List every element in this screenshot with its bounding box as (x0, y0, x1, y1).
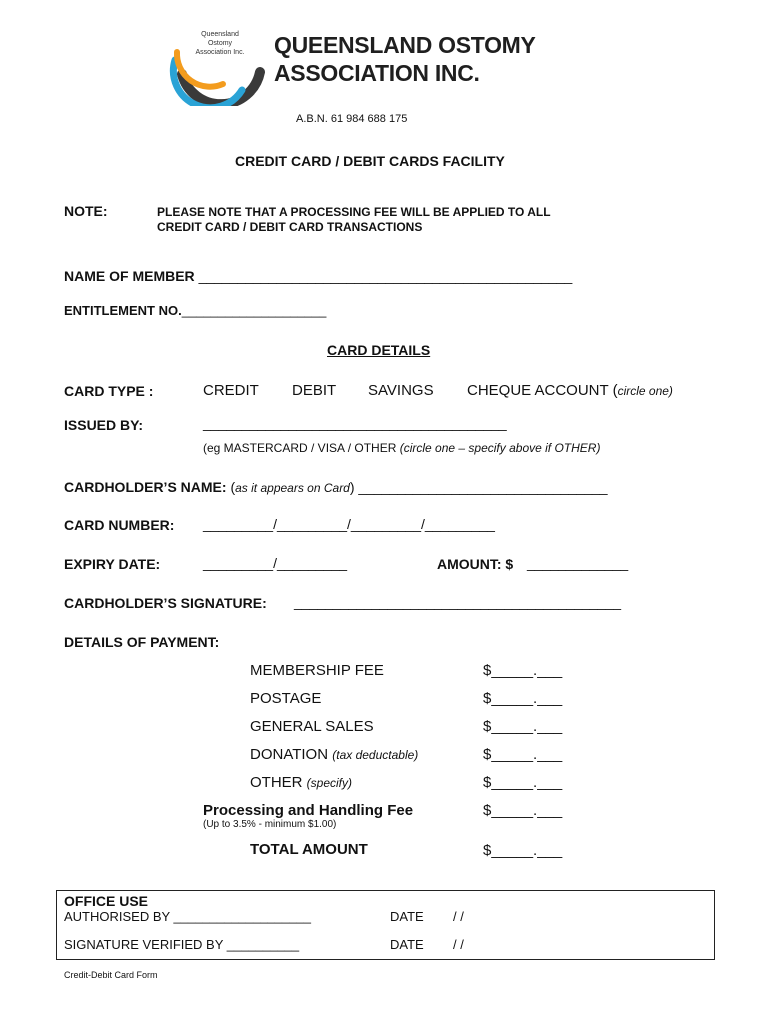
note-text-line1: PLEASE NOTE THAT A PROCESSING FEE WILL BE APPLIED TO ALL (157, 205, 551, 219)
org-name-line1: QUEENSLAND OSTOMY (274, 32, 536, 58)
payment-amount-membership-fee[interactable]: $_____.___ (483, 662, 563, 679)
member-name-field[interactable] (64, 268, 572, 284)
payment-item-donation (250, 746, 418, 763)
payment-item-label: POSTAGE (250, 690, 322, 707)
payment-item-label: MEMBERSHIP FEE (250, 662, 384, 679)
cardholder-name-line[interactable]: ________________________________ (358, 479, 608, 495)
authorised-date-field[interactable]: / / (453, 909, 464, 924)
form-footer: Credit-Debit Card Form (64, 970, 158, 980)
payment-heading: DETAILS OF PAYMENT: (64, 634, 220, 650)
payment-item-postage (250, 690, 321, 707)
card-type-cheque-label: CHEQUE ACCOUNT ( (467, 382, 618, 399)
payment-amount-other[interactable]: $_____.___ (483, 774, 563, 791)
card-details-heading: CARD DETAILS (327, 342, 431, 358)
office-use-heading: OFFICE USE (64, 893, 149, 909)
note-label: NOTE: (64, 203, 108, 219)
total-amount-label: TOTAL AMOUNT (250, 841, 368, 858)
cardholder-name-hint: as it appears on Card (235, 481, 350, 495)
card-type-cheque[interactable] (467, 382, 673, 399)
payment-amount-postage[interactable]: $_____.___ (483, 690, 563, 707)
cardholder-name-field[interactable] (64, 479, 608, 495)
expiry-date-line[interactable]: _________/_________ (203, 555, 348, 571)
card-type-debit[interactable]: DEBIT (292, 382, 337, 399)
signature-verified-field[interactable]: SIGNATURE VERIFIED BY __________ (64, 937, 300, 952)
issued-by-hint-italic: (circle one – specify above if OTHER) (399, 441, 601, 455)
payment-item-other (250, 774, 352, 791)
verified-date-label: DATE (390, 937, 424, 952)
payment-item-label: OTHER (250, 774, 303, 791)
cardholder-signature-label: CARDHOLDER’S SIGNATURE: (64, 595, 267, 611)
seal-text-line: Association Inc. (195, 49, 245, 56)
issued-by-hint-text: (eg MASTERCARD / VISA / OTHER (203, 441, 400, 455)
total-amount-value[interactable]: $_____.___ (483, 842, 563, 859)
payment-item-note: (specify) (306, 776, 353, 790)
association-logo (168, 14, 268, 106)
card-type-savings[interactable]: SAVINGS (368, 382, 434, 399)
entitlement-label: ENTITLEMENT NO. (64, 303, 182, 318)
amount-label: AMOUNT: $ (437, 556, 514, 572)
payment-amount-general-sales[interactable]: $_____.___ (483, 718, 563, 735)
expiry-date-label: EXPIRY DATE: (64, 556, 161, 572)
note-text-line2: CREDIT CARD / DEBIT CARD TRANSACTIONS (157, 220, 423, 234)
authorised-by-field[interactable]: AUTHORISED BY ___________________ (64, 909, 311, 924)
circle-one-hint: circle one) (617, 384, 673, 398)
abn-number: A.B.N. 61 984 688 175 (296, 113, 408, 125)
processing-fee-amount[interactable]: $_____.___ (483, 802, 563, 819)
cardholder-signature-line[interactable]: __________________________________________ (294, 594, 622, 610)
payment-item-label: DONATION (250, 746, 329, 763)
cardholder-name-label: CARDHOLDER’S NAME: (64, 479, 227, 495)
card-type-credit[interactable]: CREDIT (203, 382, 259, 399)
payment-item-note: (tax deductable) (332, 748, 419, 762)
payment-item-membership-fee (250, 662, 384, 679)
form-title: CREDIT CARD / DEBIT CARDS FACILITY (235, 153, 505, 169)
card-number-line[interactable]: _________/_________/_________/_________ (203, 516, 495, 532)
cardholder-hint-open: ( (226, 479, 236, 495)
cardholder-hint-close: ) (349, 479, 359, 495)
member-name-line[interactable]: ________________________________________________ (198, 268, 573, 284)
ostomy-seal-icon (168, 14, 268, 106)
card-type-label: CARD TYPE : (64, 383, 154, 399)
issued-by-label: ISSUED BY: (64, 417, 144, 433)
authorised-date-label: DATE (390, 909, 424, 924)
verified-date-field[interactable]: / / (453, 937, 464, 952)
member-name-label: NAME OF MEMBER (64, 268, 195, 284)
payment-item-general-sales (250, 718, 374, 735)
org-name-line2: ASSOCIATION INC. (274, 60, 480, 86)
payment-amount-donation[interactable]: $_____.___ (483, 746, 563, 763)
amount-line[interactable]: _____________ (527, 555, 629, 571)
issued-by-hint (203, 441, 600, 455)
seal-text-line: Ostomy (207, 40, 233, 47)
issued-by-line[interactable]: _______________________________________ (203, 415, 507, 431)
seal-text-line: Queensland (201, 31, 239, 38)
entitlement-field[interactable] (64, 303, 326, 318)
processing-fee-label: Processing and Handling Fee (203, 802, 414, 819)
card-number-label: CARD NUMBER: (64, 517, 175, 533)
entitlement-line[interactable]: ____________________ (181, 303, 327, 318)
processing-fee-note: (Up to 3.5% - minimum $1.00) (203, 819, 337, 830)
payment-item-label: GENERAL SALES (250, 718, 374, 735)
office-use-box (56, 890, 715, 960)
